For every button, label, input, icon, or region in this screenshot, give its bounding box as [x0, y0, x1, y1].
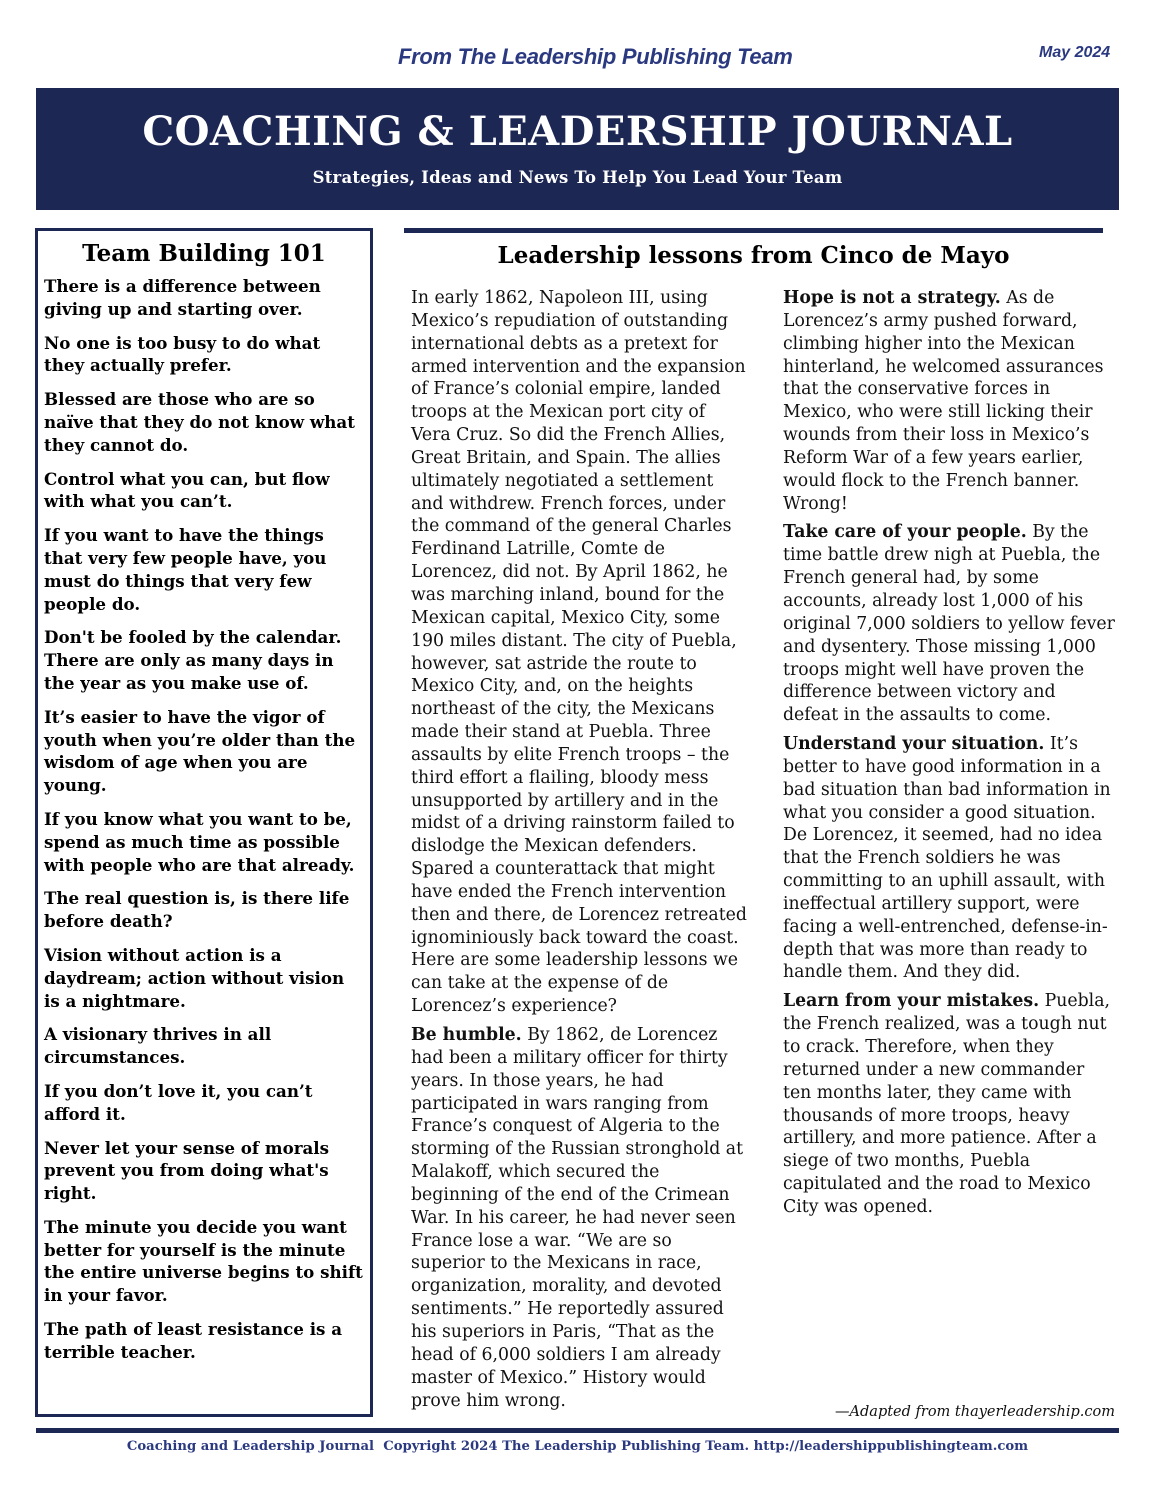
lesson-heading: Hope is not a strategy.	[783, 288, 1001, 308]
quote-item: If you want to have the things that very few people have, you must do things that very few people do.	[44, 525, 327, 614]
sidebar-title: Team Building 101	[82, 240, 326, 267]
article-column-left	[411, 287, 747, 1418]
lesson-text: As de Lorencez’s army pushed forward, climbing higher into the Mexican hinterland, he welcomed assurances that the conservative forces in Mexico, who were still licking their wounds from their loss in Mexico’s Reform War of a few years earlier, would flock to the French banner. Wrong!	[783, 288, 1104, 514]
quote-item: The real question is, is there life before death?	[44, 888, 350, 932]
lesson-paragraph	[783, 521, 1115, 727]
publisher-line: From The Leadership Publishing Team	[398, 44, 793, 69]
quote-item: If you know what you want to be, spend as much time as possible with people who are that already.	[44, 808, 355, 875]
lesson-heading: Be humble.	[411, 1025, 522, 1045]
lesson-heading: Learn from your mistakes.	[783, 991, 1040, 1012]
quote-item: A visionary thrives in all circumstances.	[44, 1024, 272, 1068]
quote-item: If you don’t love it, you can’t afford it.	[44, 1080, 313, 1124]
quote-item: It’s easier to have the vigor of youth when you’re older than the wisdom of age when you are young.	[44, 706, 356, 796]
lesson-heading: Understand your situation.	[783, 734, 1045, 755]
quote-item: Vision without action is a daydream; action without vision is a nightmare.	[44, 944, 345, 1011]
quote-item: The path of least resistance is a terrible teacher.	[44, 1319, 343, 1362]
quote-item: No one is too busy to do what they actually prefer.	[44, 332, 321, 376]
masthead	[36, 88, 1119, 210]
lesson-text: Puebla, the French realized, was a tough nut to crack. Therefore, when they returned under a new commander ten months later, they came with thousands of more troops, heavy artillery, and more patience. After a siege of two months, Puebla capitulated and the road to Mexico City was opened.	[783, 991, 1110, 1217]
lesson-paragraph	[411, 1024, 747, 1412]
lesson-paragraph	[783, 287, 1115, 515]
quote-list	[38, 275, 370, 1364]
issue-date: May 2024	[1039, 44, 1111, 61]
lesson-heading: Take care of your people.	[783, 522, 1027, 543]
quote-item: The minute you decide you want better for yourself is the minute the entire universe begins to shift in your favor.	[44, 1216, 363, 1306]
quote-item: Blessed are those who are so naïve that they do not know what they cannot do.	[44, 389, 355, 455]
lesson-text: By the time battle drew nigh at Puebla, the French general had, by some accounts, already lost 1,000 of his original 7,000 soldiers to yellow fever and dysentery. Those missing 1,000 troops might well have proven the difference between victory and defeat in the assaults to come.	[783, 522, 1115, 726]
quote-item: Never let your sense of morals prevent you from doing what's right.	[44, 1137, 330, 1204]
quote-item: Don't be fooled by the calendar. There are only as many days in the year as you make use of.	[44, 627, 342, 693]
footer-copyright: Coaching and Leadership Journal Copyright 2024 The Leadership Publishing Team. http://leadershippublishingteam.com	[126, 1439, 1029, 1454]
article-divider	[404, 228, 1103, 233]
article-attribution: —Adapted from thayerleadership.com	[835, 1404, 1115, 1420]
team-building-sidebar	[35, 228, 373, 1417]
quote-item: Control what you can, but flow with what you can’t.	[44, 468, 330, 512]
lesson-paragraph	[783, 733, 1115, 984]
lesson-text: It’s better to have good information in a bad situation than bad information in what you consider a good situation. De Lorencez, it seemed, had no idea that the French soldiers he was committing to an uphill assault, with ineffectual artillery support, were facing a well-entrenched, defense-in-depth that was more than ready to handle them. And they did.	[783, 734, 1111, 983]
article-intro: In early 1862, Napoleon III, using Mexico’s repudiation of outstanding international debts as a pretext for armed intervention and the expansion of France’s colonial empire, landed troops at the Mexican port city of Vera Cruz. So did the French Allies, Great Britain, and Spain. The allies ultimately negotiated a settlement and withdrew. French forces, under the command of the general Charles Ferdinand Latrille, Comte de Lorencez, did not. By April 1862, he was marching inland, bound for the Mexican capital, Mexico City, some 190 miles distant. The city of Puebla, however, sat astride the route to Mexico City, and, on the heights northeast of the city, the Mexicans made their stand at Puebla. Three assaults by elite French troops – the third effort a flailing, bloody mess unsupported by artillery and in the midst of a driving rainstorm failed to dislodge the Mexican defenders. Spared a counterattack that might have ended the French intervention then and there, de Lorencez retreated ignominiously back toward the coast. Here are some leadership lessons we can take at the expense of de Lorencez’s experience?	[411, 288, 747, 1017]
footer-divider	[36, 1428, 1119, 1433]
journal-subtitle: Strategies, Ideas and News To Help You Lead Your Team	[312, 168, 843, 187]
article-title: Leadership lessons from Cinco de Mayo	[497, 242, 1010, 269]
lesson-paragraph	[783, 990, 1115, 1218]
article-column-right	[783, 287, 1115, 1225]
journal-title: COACHING & LEADERSHIP JOURNAL	[142, 108, 1013, 155]
quote-item: There is a difference between giving up and starting over.	[44, 276, 321, 319]
lesson-text: By 1862, de Lorencez had been a military officer for thirty years. In those years, he had participated in wars ranging from France’s conquest of Algeria to the storming of the Russian stronghold at Malakoff, which secured the beginning of the end of the Crimean War. In his career, he had never seen France lose a war. “We are so superior to the Mexicans in race, organization, morality, and devoted sentiments.” He reportedly assured his superiors in Paris, “That as the head of 6,000 soldiers I am already master of Mexico.” History would prove him wrong.	[411, 1025, 744, 1411]
